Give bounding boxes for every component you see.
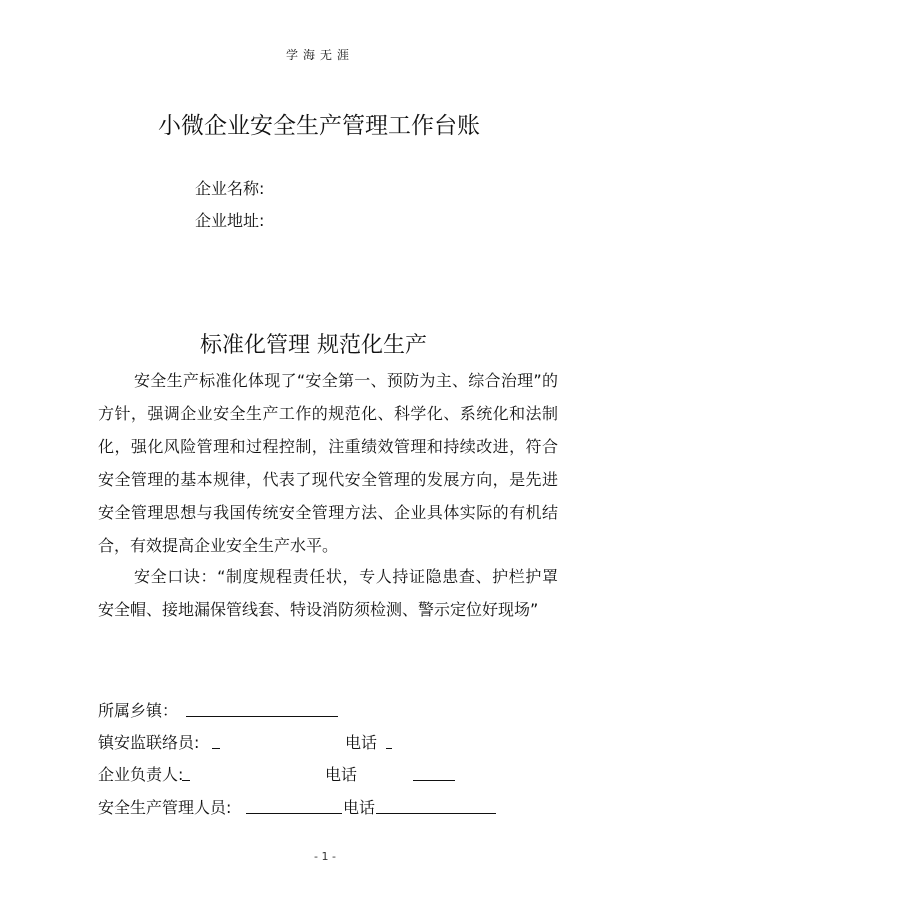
- manager-phone-blank: [413, 780, 455, 781]
- company-name-label: 企业名称:: [195, 179, 265, 198]
- township-blank: [186, 716, 338, 717]
- liaison-phone-label: 电话: [345, 733, 378, 752]
- manager-phone-label: 电话: [325, 765, 358, 784]
- intro-paragraph: 安全生产标准化体现了“安全第一、预防为主、综合治理”的方针，强调企业安全生产工作的规范化、科学化、系统化和法制化，强化风险管理和过程控制，注重绩效管理和持续改进，符合安全管理的基本规律，代表了现代安全管理的发展方向，是先进安全管理思想与我国传统安全管理方法、企业具体实际的有机结合，有效提高企业安全生产水平。: [98, 371, 558, 555]
- liaison-label: 镇安监联络员:: [98, 733, 200, 752]
- page-header: 学海无涯: [285, 48, 354, 62]
- safety-staff-phone-label: 电话: [343, 798, 376, 817]
- manager-blank: [182, 780, 190, 781]
- liaison-phone-blank: [386, 748, 392, 749]
- safety-staff-label: 安全生产管理人员:: [98, 798, 232, 817]
- safety-staff-phone-blank: [376, 813, 496, 814]
- page-number: - 1 -: [314, 850, 336, 863]
- document-title: 小微企业安全生产管理工作台账: [158, 113, 480, 139]
- safety-staff-blank: [246, 813, 342, 814]
- company-address-label: 企业地址:: [195, 211, 265, 230]
- manager-label: 企业负责人:: [98, 765, 184, 784]
- slogan-paragraph: 安全口诀：“制度规程责任状，专人持证隐患查、护栏护罩安全帽、接地漏保管线套、特设消防须检测、警示定位好现场”: [98, 567, 558, 619]
- section-subtitle: 标准化管理 规范化生产: [200, 333, 427, 358]
- liaison-blank: [212, 748, 220, 749]
- township-label: 所属乡镇：: [98, 701, 179, 720]
